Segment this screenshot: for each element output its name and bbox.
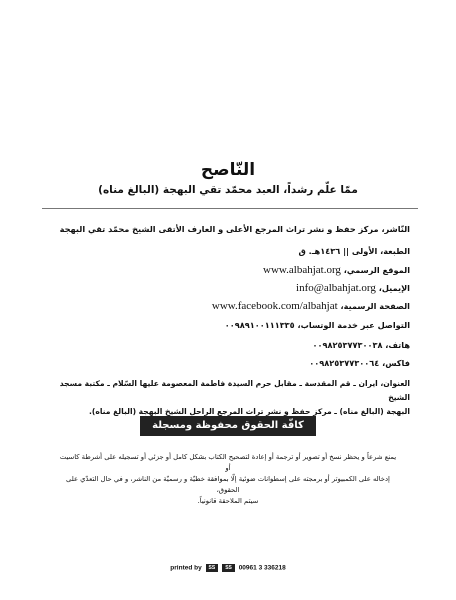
divider [42, 208, 418, 209]
address-line-2: البهجة (البالغ مناه) ـ مركز حفظ و نشر تراث المرجع الراحل الشيخ البهجة (البالغ مناه). [88, 407, 410, 416]
printed-by-label: printed by [170, 564, 202, 572]
address-line-1: العنوان، ايران ـ قم المقدسة ـ مقابل حرم السيدة فاطمة المعصومة عليها السّلام ـ مكتبة مسجد الشيخ [59, 379, 410, 402]
phone-line: هاتف، ٠٠٩٨٢٥٣٧٧٣٠٠٣٨ [312, 340, 410, 350]
book-subtitle: ممّا علّم رشداً، العبد محمّد تقي البهجة (البالغ مناه) [98, 184, 358, 196]
rights-line-2: إدخاله على الكمبيوتر أو برمجته على إسطوانات ضوئية إلّا بموافقة خطيّة و رسميّة من الناشر، و في حال التعدّي على الحقوق، [66, 475, 390, 494]
whatsapp-line: التواصل عبر خدمة الوتساب، ٠٠٩٨٩١٠٠١١١٣٣٥ [224, 320, 410, 330]
publisher-line: النّاشر، مركز حفظ و نشر تراث المرجع الأعلى و العارف الأتقى الشيخ محمّد تقي البهجة [59, 224, 410, 234]
fax-line: فاكس، ٠٠٩٨٢٥٣٧٧٣٠٠٦٤ [309, 358, 410, 368]
website-url[interactable]: www.albahjat.org [263, 264, 341, 276]
printer-logo-icon-2: SS [222, 564, 235, 572]
book-title: النّاصح [200, 160, 256, 180]
rights-line-1: يمنع شرعاً و يحظر نسخ أو تصوير أو ترجمة أو إعادة لتصحيح الكتاب بشكل كامل أو جزئي أو تسجيله على أشرطة كاسيت أو [59, 453, 397, 472]
edition-line: الطبعة، الأولى || ١٤٣٦هـ. ق [298, 246, 410, 256]
facebook-line [46, 300, 410, 312]
email-line [46, 282, 410, 294]
printer-phone: 00961 3 336218 [238, 564, 286, 572]
address-block [46, 377, 410, 419]
printer-credit [0, 564, 456, 572]
email-address[interactable]: info@albahjat.org [296, 282, 376, 294]
website-label: الموقع الرسمي، [343, 265, 410, 275]
rights-line-3: سيتم الملاحقة قانونياً. [197, 497, 259, 505]
printer-logo-icon: SS [206, 564, 219, 572]
rights-notice [58, 452, 398, 507]
rights-banner: كافّة الحقوق محفوظة ومسجلة للناشر [140, 416, 316, 436]
facebook-label: الصفحة الرسمية، [340, 301, 410, 311]
website-line [46, 264, 410, 276]
facebook-url[interactable]: www.facebook.com/albahjat [211, 300, 338, 312]
email-label: الإيميل، [378, 283, 410, 293]
